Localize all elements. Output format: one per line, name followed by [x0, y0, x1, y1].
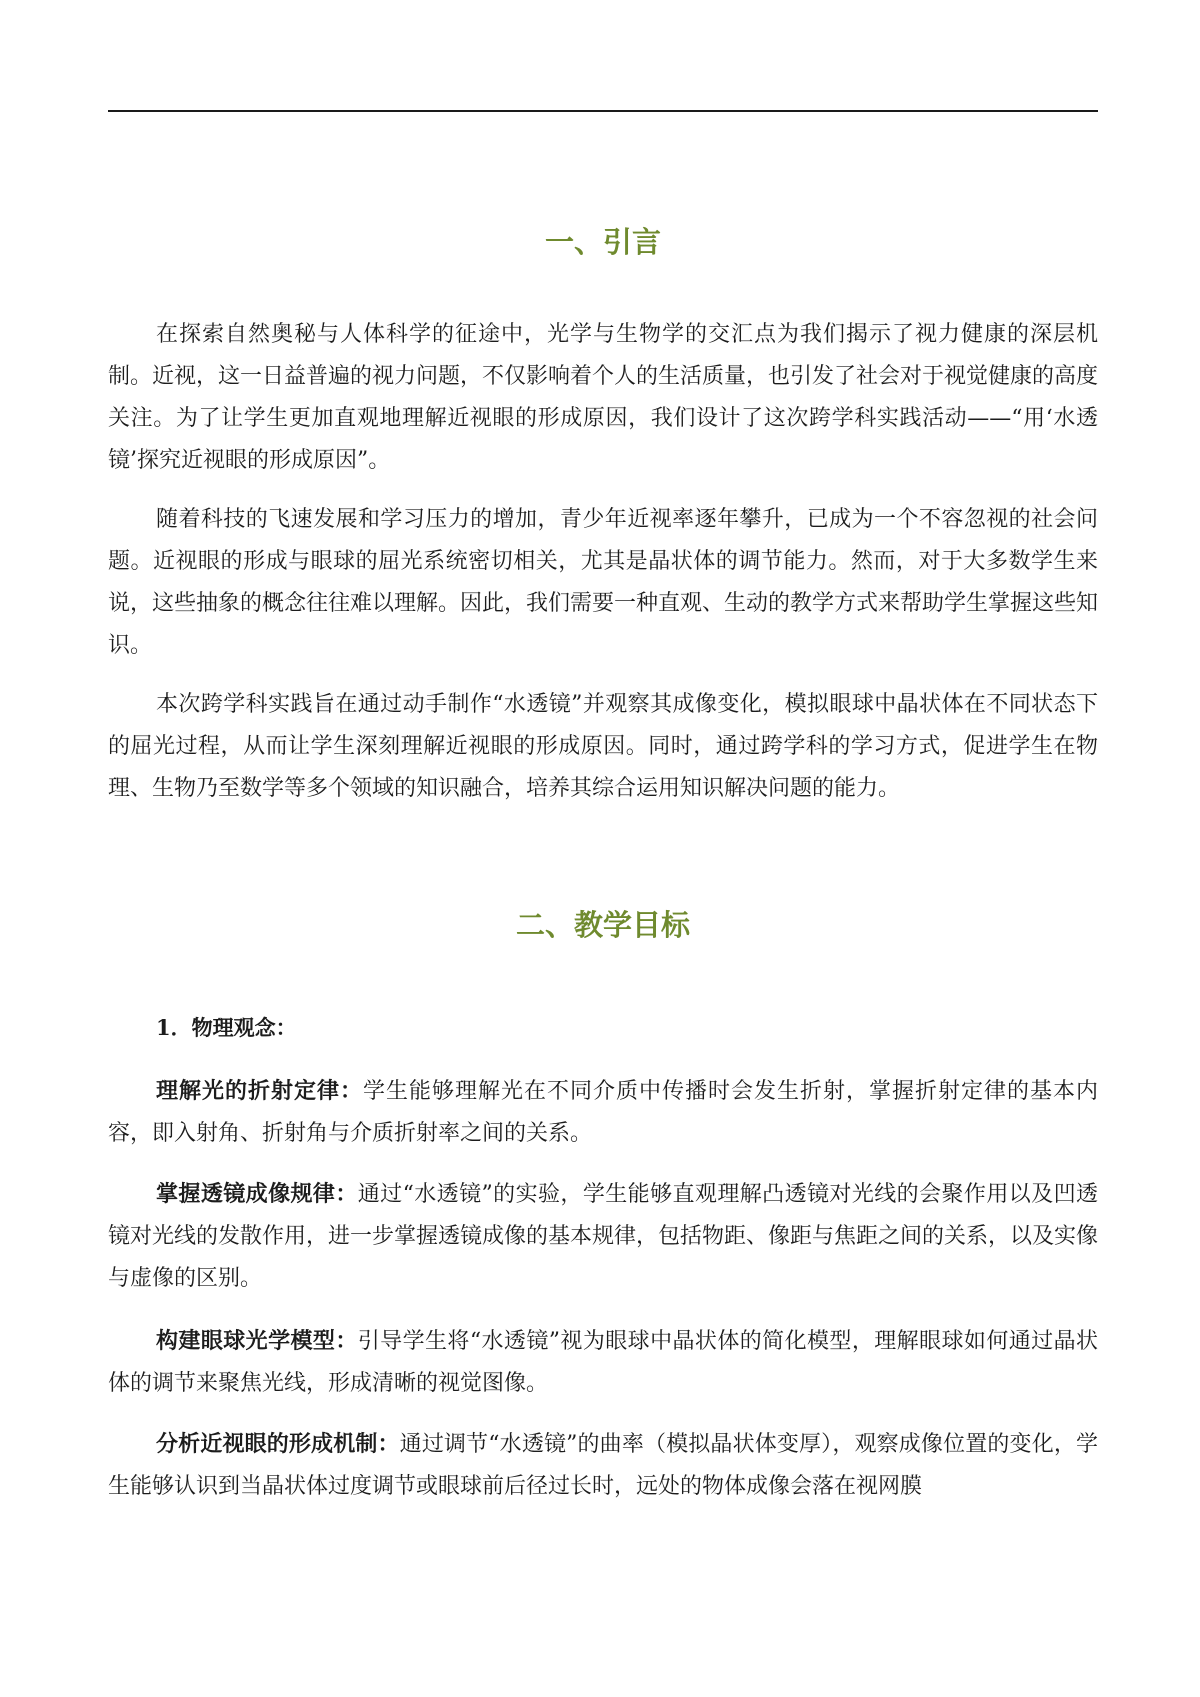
goal-item-myopia-mechanism — [108, 1423, 1098, 1508]
goal-text: 引导学生将“水透镜”视为眼球中晶状体的简化模型，理解眼球如何通过晶状体的调节来聚焦光线，形成清晰的视觉图像。 — [108, 1329, 1098, 1396]
goal-item-refraction — [108, 1070, 1098, 1155]
goal-term: 构建眼球光学模型： — [156, 1328, 358, 1354]
goal-text: 学生能够理解光在不同介质中传播时会发生折射，掌握折射定律的基本内容，即入射角、折射角与介质折射率之间的关系。 — [108, 1079, 1098, 1146]
goal-text: 通过调节“水透镜”的曲率（模拟晶状体变厚），观察成像位置的变化，学生能够认识到当晶状体过度调节或眼球前后径过长时，远处的物体成像会落在视网膜 — [108, 1432, 1098, 1499]
header-rule — [108, 110, 1098, 112]
goal-term: 掌握透镜成像规律： — [156, 1181, 358, 1207]
subheading-physics-concepts: 1．物理观念： — [156, 1015, 297, 1040]
goal-term: 分析近视眼的形成机制： — [156, 1431, 400, 1457]
intro-paragraph-2: 随着科技的飞速发展和学习压力的增加，青少年近视率逐年攀升，已成为一个不容忽视的社会问题。近视眼的形成与眼球的屈光系统密切相关，尤其是晶状体的调节能力。然而，对于大多数学生来说，这些抽象的概念往往难以理解。因此，我们需要一种直观、生动的教学方式来帮助学生掌握这些知识。 — [108, 507, 1099, 658]
goal-term: 理解光的折射定律： — [156, 1078, 363, 1104]
goal-item-lens-imaging — [108, 1173, 1098, 1300]
section-heading-goals: 二、教学目标 — [515, 908, 690, 942]
intro-paragraph-1: 在探索自然奥秘与人体科学的征途中，光学与生物学的交汇点为我们揭示了视力健康的深层机制。近视，这一日益普遍的视力问题，不仅影响着个人的生活质量，也引发了社会对于视觉健康的高度关注。为了让学生更加直观地理解近视眼的形成原因，我们设计了这次跨学科实践活动——“用‘水透镜’探究近视眼的形成原因”。 — [108, 322, 1099, 473]
intro-paragraph-3: 本次跨学科实践旨在通过动手制作“水透镜”并观察其成像变化，模拟眼球中晶状体在不同状态下的屈光过程，从而让学生深刻理解近视眼的形成原因。同时，通过跨学科的学习方式，促进学生在物理、生物乃至数学等多个领域的知识融合，培养其综合运用知识解决问题的能力。 — [108, 692, 1098, 801]
goal-item-eye-model — [108, 1320, 1098, 1405]
section-heading-intro: 一、引言 — [544, 225, 661, 259]
goal-text: 通过“水透镜”的实验，学生能够直观理解凸透镜对光线的会聚作用以及凹透镜对光线的发散作用，进一步掌握透镜成像的基本规律，包括物距、像距与焦距之间的关系，以及实像与虚像的区别。 — [108, 1182, 1099, 1291]
